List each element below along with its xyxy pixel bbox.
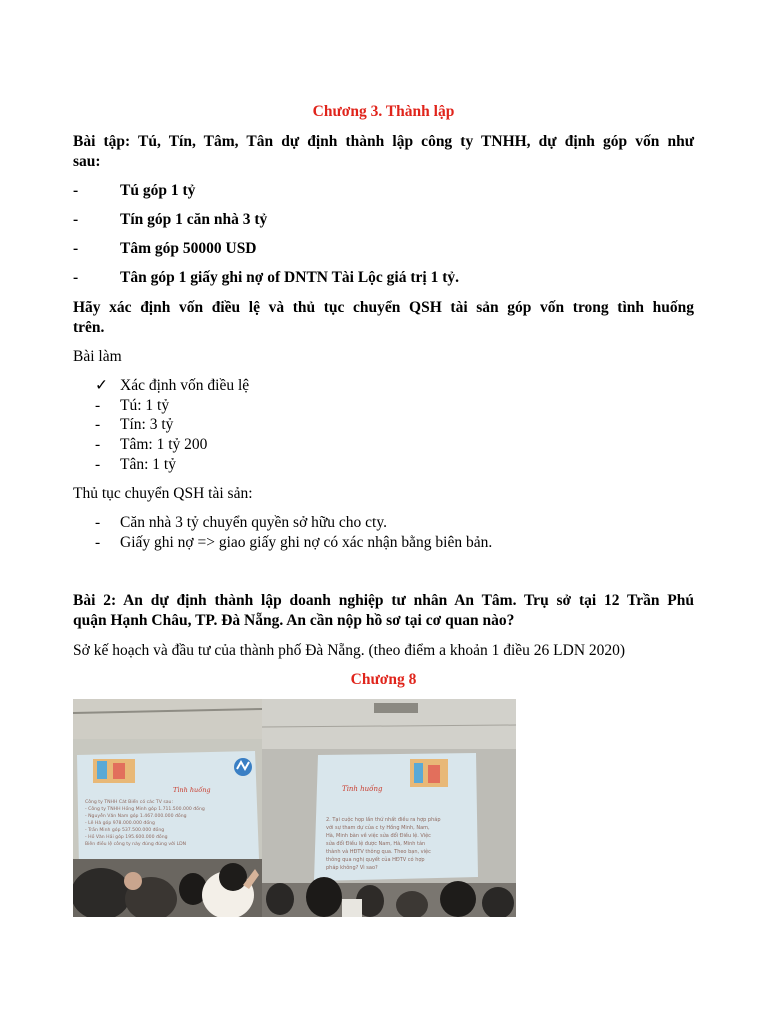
classroom-photo-right (262, 699, 516, 917)
slide-line: sửa đổi Điều lệ được Nam, Hà, Minh tán (326, 841, 426, 847)
procedure-label: Thủ tục chuyển QSH tài sản: (73, 485, 253, 502)
slide-line: 2. Tại cuộc họp lần thứ nhất điều ra hợp pháp (326, 817, 441, 823)
slide-line: Công ty TNHH Cát Biển có các TV sau: (85, 800, 174, 805)
chapter8-heading: Chương 8 (350, 671, 417, 688)
check-item (73, 376, 694, 396)
procedure-item-text: Căn nhà 3 tỷ chuyển quyền sở hữu cho cty. (120, 514, 387, 531)
capital-item-2 (73, 415, 694, 435)
capital-item-1 (73, 396, 694, 416)
dash-marker: - (95, 416, 101, 433)
dash-marker: - (95, 456, 101, 473)
exercise1-question-line2: trên. (73, 319, 105, 336)
slide-line: - Nguyễn Văn Nam góp 1.467.000.000 đồng (85, 814, 187, 819)
contribution-text: Tú góp 1 tỷ (120, 182, 196, 199)
dash-marker: - (95, 514, 101, 531)
classroom-photos (73, 699, 516, 917)
exercise2-line2: quận Hạnh Châu, TP. Đà Nẵng. An cần nộp hồ sơ tại cơ quan nào? (73, 612, 515, 629)
slide-line: - Trần Minh góp 537.500.000 đồng (85, 828, 165, 833)
capital-item-4 (73, 455, 694, 475)
dash-marker: - (73, 269, 79, 286)
slide-line: Biên điều lệ công ty này đúng đúng với LDN (85, 842, 187, 847)
dash-marker: - (95, 397, 101, 414)
chapter3-heading: Chương 3. Thành lập (312, 103, 455, 120)
capital-item-text: Tín: 3 tỷ (120, 416, 174, 433)
slide-line: thông qua nghị quyết của HĐTV có hợp (326, 857, 425, 863)
slide-line: - Công ty TNHH Hồng Minh góp 1.711.500.000 đồng (85, 807, 205, 812)
contribution-text: Tân góp 1 giấy ghi nợ of DNTN Tài Lộc giá trị 1 tỷ. (120, 269, 459, 286)
procedure-item-1 (73, 513, 694, 533)
slide-line: - Hồ Văn Hải góp 195.600.000 đồng (85, 835, 168, 840)
dash-marker: - (73, 240, 79, 257)
procedure-item-text: Giấy ghi nợ => giao giấy ghi nợ có xác nhận bằng biên bản. (120, 534, 493, 551)
check-item-text: Xác định vốn điều lệ (120, 377, 250, 394)
exercise2-line1: Bài 2: An dự định thành lập doanh nghiệp tư nhân An Tâm. Trụ sở tại 12 Trần Phú (73, 592, 694, 609)
capital-item-3 (73, 435, 694, 455)
dash-marker: - (95, 436, 101, 453)
slide-line: pháp không? Vì sao? (326, 865, 378, 871)
slide-title: Tình huống (173, 786, 211, 794)
contribution-text: Tâm góp 50000 USD (120, 240, 257, 257)
slide-line: với sự tham dự của c ty Hồng Minh, Nam, (326, 825, 430, 831)
slide-line: thành và HĐTV thông qua. Theo bạn, việc (326, 849, 431, 855)
exercise1-question-line1: Hãy xác định vốn điều lệ và thủ tục chuyển QSH tài sản góp vốn trong tình huống (73, 299, 694, 316)
dash-marker: - (73, 182, 79, 199)
procedure-item-2 (73, 533, 694, 553)
classroom-photo-left (73, 699, 262, 917)
answer-label: Bài làm (73, 348, 122, 365)
dash-marker: - (73, 211, 79, 228)
exercise1-intro-line2: sau: (73, 153, 101, 170)
slide-title: Tình huống (342, 785, 383, 793)
contribution-text: Tín góp 1 căn nhà 3 tỷ (120, 211, 268, 228)
exercise1-intro-line1: Bài tập: Tú, Tín, Tâm, Tân dự định thành lập công ty TNHH, dự định góp vốn như (73, 133, 694, 150)
slide-line: - Lê Hà góp 978.000.000 đồng (85, 821, 155, 826)
capital-item-text: Tâm: 1 tỷ 200 (120, 436, 208, 453)
dash-marker: - (95, 534, 101, 551)
exercise2-answer: Sở kế hoạch và đầu tư của thành phố Đà Nẵng. (theo điểm a khoản 1 điều 26 LDN 2020) (73, 642, 626, 659)
slide-line: Hà, Minh bàn về việc sửa đổi Điều lệ. Việc (326, 833, 431, 839)
capital-item-text: Tân: 1 tỷ (120, 456, 176, 473)
checkmark-icon: ✓ (95, 377, 108, 394)
capital-item-text: Tú: 1 tỷ (120, 397, 170, 414)
